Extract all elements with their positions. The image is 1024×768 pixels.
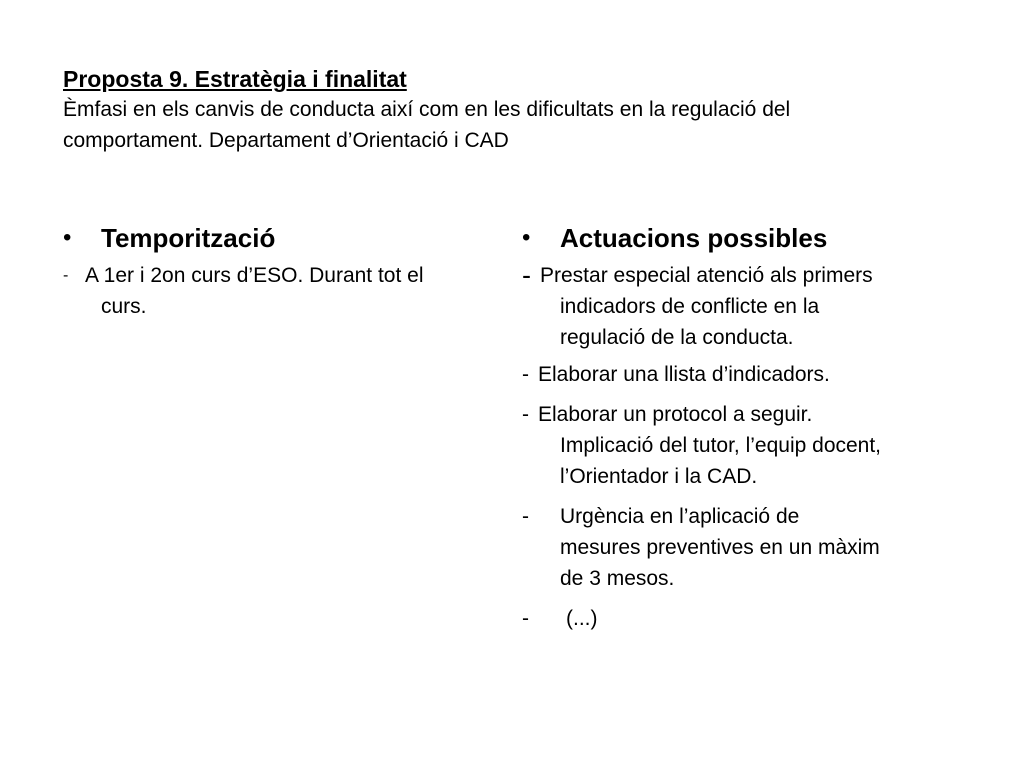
list-item xyxy=(522,603,972,634)
dash-marker: - xyxy=(63,267,69,284)
left-column xyxy=(63,220,498,322)
item-line: A 1er i 2on curs d’ESO. Durant tot el xyxy=(85,264,424,287)
dash-marker: - xyxy=(522,505,529,528)
dash-marker: - xyxy=(522,363,529,386)
heading-text: Temporització xyxy=(101,223,276,253)
dash-marker: - xyxy=(522,260,531,290)
slide-title: Proposta 9. Estratègia i finalitat xyxy=(63,66,407,92)
item-line: Prestar especial atenció als primers xyxy=(540,264,873,287)
list-item xyxy=(63,260,498,322)
subtitle-line-1: Èmfasi en els canvis de conducta així com en les dificultats en la regulació del xyxy=(63,98,791,121)
item-line: indicadors de conflicte en la xyxy=(560,295,820,318)
slide-subtitle xyxy=(63,94,963,156)
item-line: Elaborar un protocol a seguir. xyxy=(538,403,813,426)
heading-text: Actuacions possibles xyxy=(560,223,828,253)
actuacions-heading xyxy=(522,220,972,256)
item-line: Implicació del tutor, l’equip docent, xyxy=(560,434,882,457)
bullet-icon: • xyxy=(522,224,531,251)
list-item xyxy=(522,260,972,353)
temporitzacio-heading xyxy=(63,220,498,256)
item-line: de 3 mesos. xyxy=(560,567,675,590)
item-line: Urgència en l’aplicació de xyxy=(560,505,800,528)
dash-marker: - xyxy=(522,607,529,630)
right-column xyxy=(522,220,972,643)
item-line: regulació de la conducta. xyxy=(560,326,794,349)
subtitle-line-2: comportament. Departament d’Orientació i CAD xyxy=(63,129,509,152)
item-line: curs. xyxy=(101,295,147,318)
item-line: (...) xyxy=(566,607,598,630)
item-line: l’Orientador i la CAD. xyxy=(560,465,758,488)
dash-marker: - xyxy=(522,403,529,426)
list-item xyxy=(522,501,972,594)
item-line: mesures preventives en un màxim xyxy=(560,536,880,559)
list-item xyxy=(522,359,972,390)
title-block xyxy=(63,64,963,156)
item-line: Elaborar una llista d’indicadors. xyxy=(538,363,830,386)
list-item xyxy=(522,399,972,492)
bullet-icon: • xyxy=(63,224,72,251)
